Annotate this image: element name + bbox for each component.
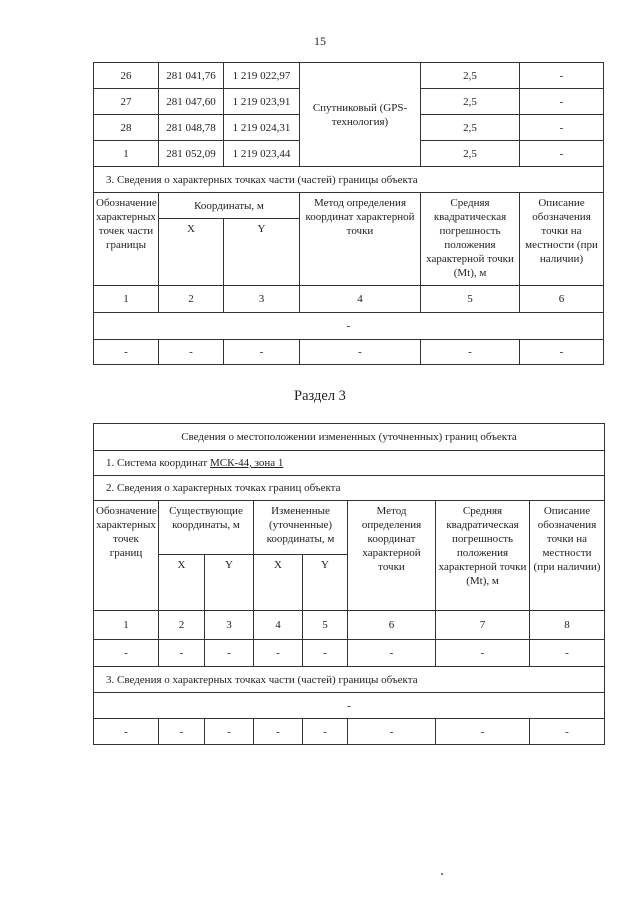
cell-dash: - <box>94 719 159 745</box>
col-number: 6 <box>348 611 436 640</box>
coord-system-label: 1. Система координат <box>106 457 210 469</box>
header-accuracy: Средняя квадратическая погрешность положения характерной точки (Mt), м <box>436 501 530 611</box>
header-description: Описание обозначения точки на местности (при наличии) <box>520 193 604 286</box>
section-title: Раздел 3 <box>294 388 346 404</box>
cell-dash: - <box>303 719 348 745</box>
cell-x: 281 047,60 <box>159 89 224 115</box>
cell-x: 281 041,76 <box>159 63 224 89</box>
coord-system-value: МСК-44, зона 1 <box>209 457 284 469</box>
table-row <box>94 424 605 451</box>
col-number: 1 <box>94 286 159 313</box>
col-number: 2 <box>159 611 205 640</box>
column-numbers-row <box>94 611 605 640</box>
header-description: Описание обозначения точки на местности (при наличии) <box>530 501 605 611</box>
table-row <box>94 719 605 745</box>
cell-y: 1 219 022,97 <box>224 63 300 89</box>
col-number: 3 <box>224 286 300 313</box>
cell-dash: - <box>300 340 421 365</box>
empty-dash: - <box>94 313 604 340</box>
header-y: Y <box>224 219 300 286</box>
cell-description: - <box>520 115 604 141</box>
header-y: Y <box>303 555 348 611</box>
table-row <box>94 693 605 719</box>
cell-dash: - <box>205 640 254 667</box>
cell-dash: - <box>254 719 303 745</box>
section2-title: 2. Сведения о характерных точках границ объекта <box>94 476 605 501</box>
table-row <box>94 667 605 693</box>
col-number: 1 <box>94 611 159 640</box>
header-changed-coordinates: Измененные (уточненные) координаты, м <box>254 501 348 555</box>
cell-dash: - <box>436 719 530 745</box>
section3-title: 3. Сведения о характерных точках части (частей) границы объекта <box>94 167 604 193</box>
cell-accuracy: 2,5 <box>421 141 520 167</box>
cell-dash: - <box>530 719 605 745</box>
header-x: X <box>159 219 224 286</box>
cell-description: - <box>520 63 604 89</box>
cell-dash: - <box>159 640 205 667</box>
cell-accuracy: 2,5 <box>421 63 520 89</box>
header-designation: Обозначение характерных точек части границы <box>94 193 159 286</box>
cell-dash: - <box>159 340 224 365</box>
col-number: 5 <box>421 286 520 313</box>
col-number: 2 <box>159 286 224 313</box>
table-row <box>94 313 604 340</box>
scan-speck <box>441 873 443 875</box>
column-numbers-row <box>94 286 604 313</box>
header-row <box>94 501 605 555</box>
cell-dash: - <box>94 340 159 365</box>
cell-dash: - <box>205 719 254 745</box>
col-number: 8 <box>530 611 605 640</box>
cell-point-number: 1 <box>94 141 159 167</box>
header-method: Метод определения координат характерной точки <box>300 193 421 286</box>
table-row <box>94 167 604 193</box>
header-coordinates: Координаты, м <box>159 193 300 219</box>
cell-dash: - <box>303 640 348 667</box>
header-designation: Обозначение характерных точек границ <box>94 501 159 611</box>
table-row <box>94 640 605 667</box>
cell-dash: - <box>254 640 303 667</box>
header-row <box>94 193 604 219</box>
cell-dash: - <box>348 640 436 667</box>
header-y: Y <box>205 555 254 611</box>
cell-point-number: 26 <box>94 63 159 89</box>
empty-dash: - <box>94 693 605 719</box>
cell-dash: - <box>520 340 604 365</box>
col-number: 5 <box>303 611 348 640</box>
table-row <box>94 476 605 501</box>
header-x: X <box>254 555 303 611</box>
cell-dash: - <box>436 640 530 667</box>
cell-dash: - <box>421 340 520 365</box>
col-number: 3 <box>205 611 254 640</box>
cell-x: 281 052,09 <box>159 141 224 167</box>
cell-x: 281 048,78 <box>159 115 224 141</box>
cell-point-number: 28 <box>94 115 159 141</box>
coord-system <box>94 451 605 476</box>
col-number: 4 <box>300 286 421 313</box>
col-number: 7 <box>436 611 530 640</box>
cell-description: - <box>520 89 604 115</box>
col-number: 6 <box>520 286 604 313</box>
header-accuracy: Средняя квадратическая погрешность положения характерной точки (Mt), м <box>421 193 520 286</box>
cell-method: Спутниковый (GPS-технология) <box>300 63 421 167</box>
cell-dash: - <box>530 640 605 667</box>
table-points-part-boundary <box>93 62 604 365</box>
table-title: Сведения о местоположении измененных (уточненных) границ объекта <box>94 424 605 451</box>
table-row <box>94 340 604 365</box>
cell-accuracy: 2,5 <box>421 115 520 141</box>
cell-dash: - <box>94 640 159 667</box>
cell-y: 1 219 023,91 <box>224 89 300 115</box>
header-existing-coordinates: Существующие координаты, м <box>159 501 254 555</box>
header-method: Метод определения координат характерной точки <box>348 501 436 611</box>
table-changed-boundaries <box>93 423 605 745</box>
cell-dash: - <box>348 719 436 745</box>
table-row <box>94 63 604 89</box>
cell-y: 1 219 024,31 <box>224 115 300 141</box>
col-number: 4 <box>254 611 303 640</box>
cell-dash: - <box>224 340 300 365</box>
cell-description: - <box>520 141 604 167</box>
section3-title: 3. Сведения о характерных точках части (частей) границы объекта <box>94 667 605 693</box>
cell-y: 1 219 023,44 <box>224 141 300 167</box>
table-row <box>94 451 605 476</box>
cell-point-number: 27 <box>94 89 159 115</box>
cell-dash: - <box>159 719 205 745</box>
header-x: X <box>159 555 205 611</box>
page-number: 15 <box>314 34 326 48</box>
cell-accuracy: 2,5 <box>421 89 520 115</box>
